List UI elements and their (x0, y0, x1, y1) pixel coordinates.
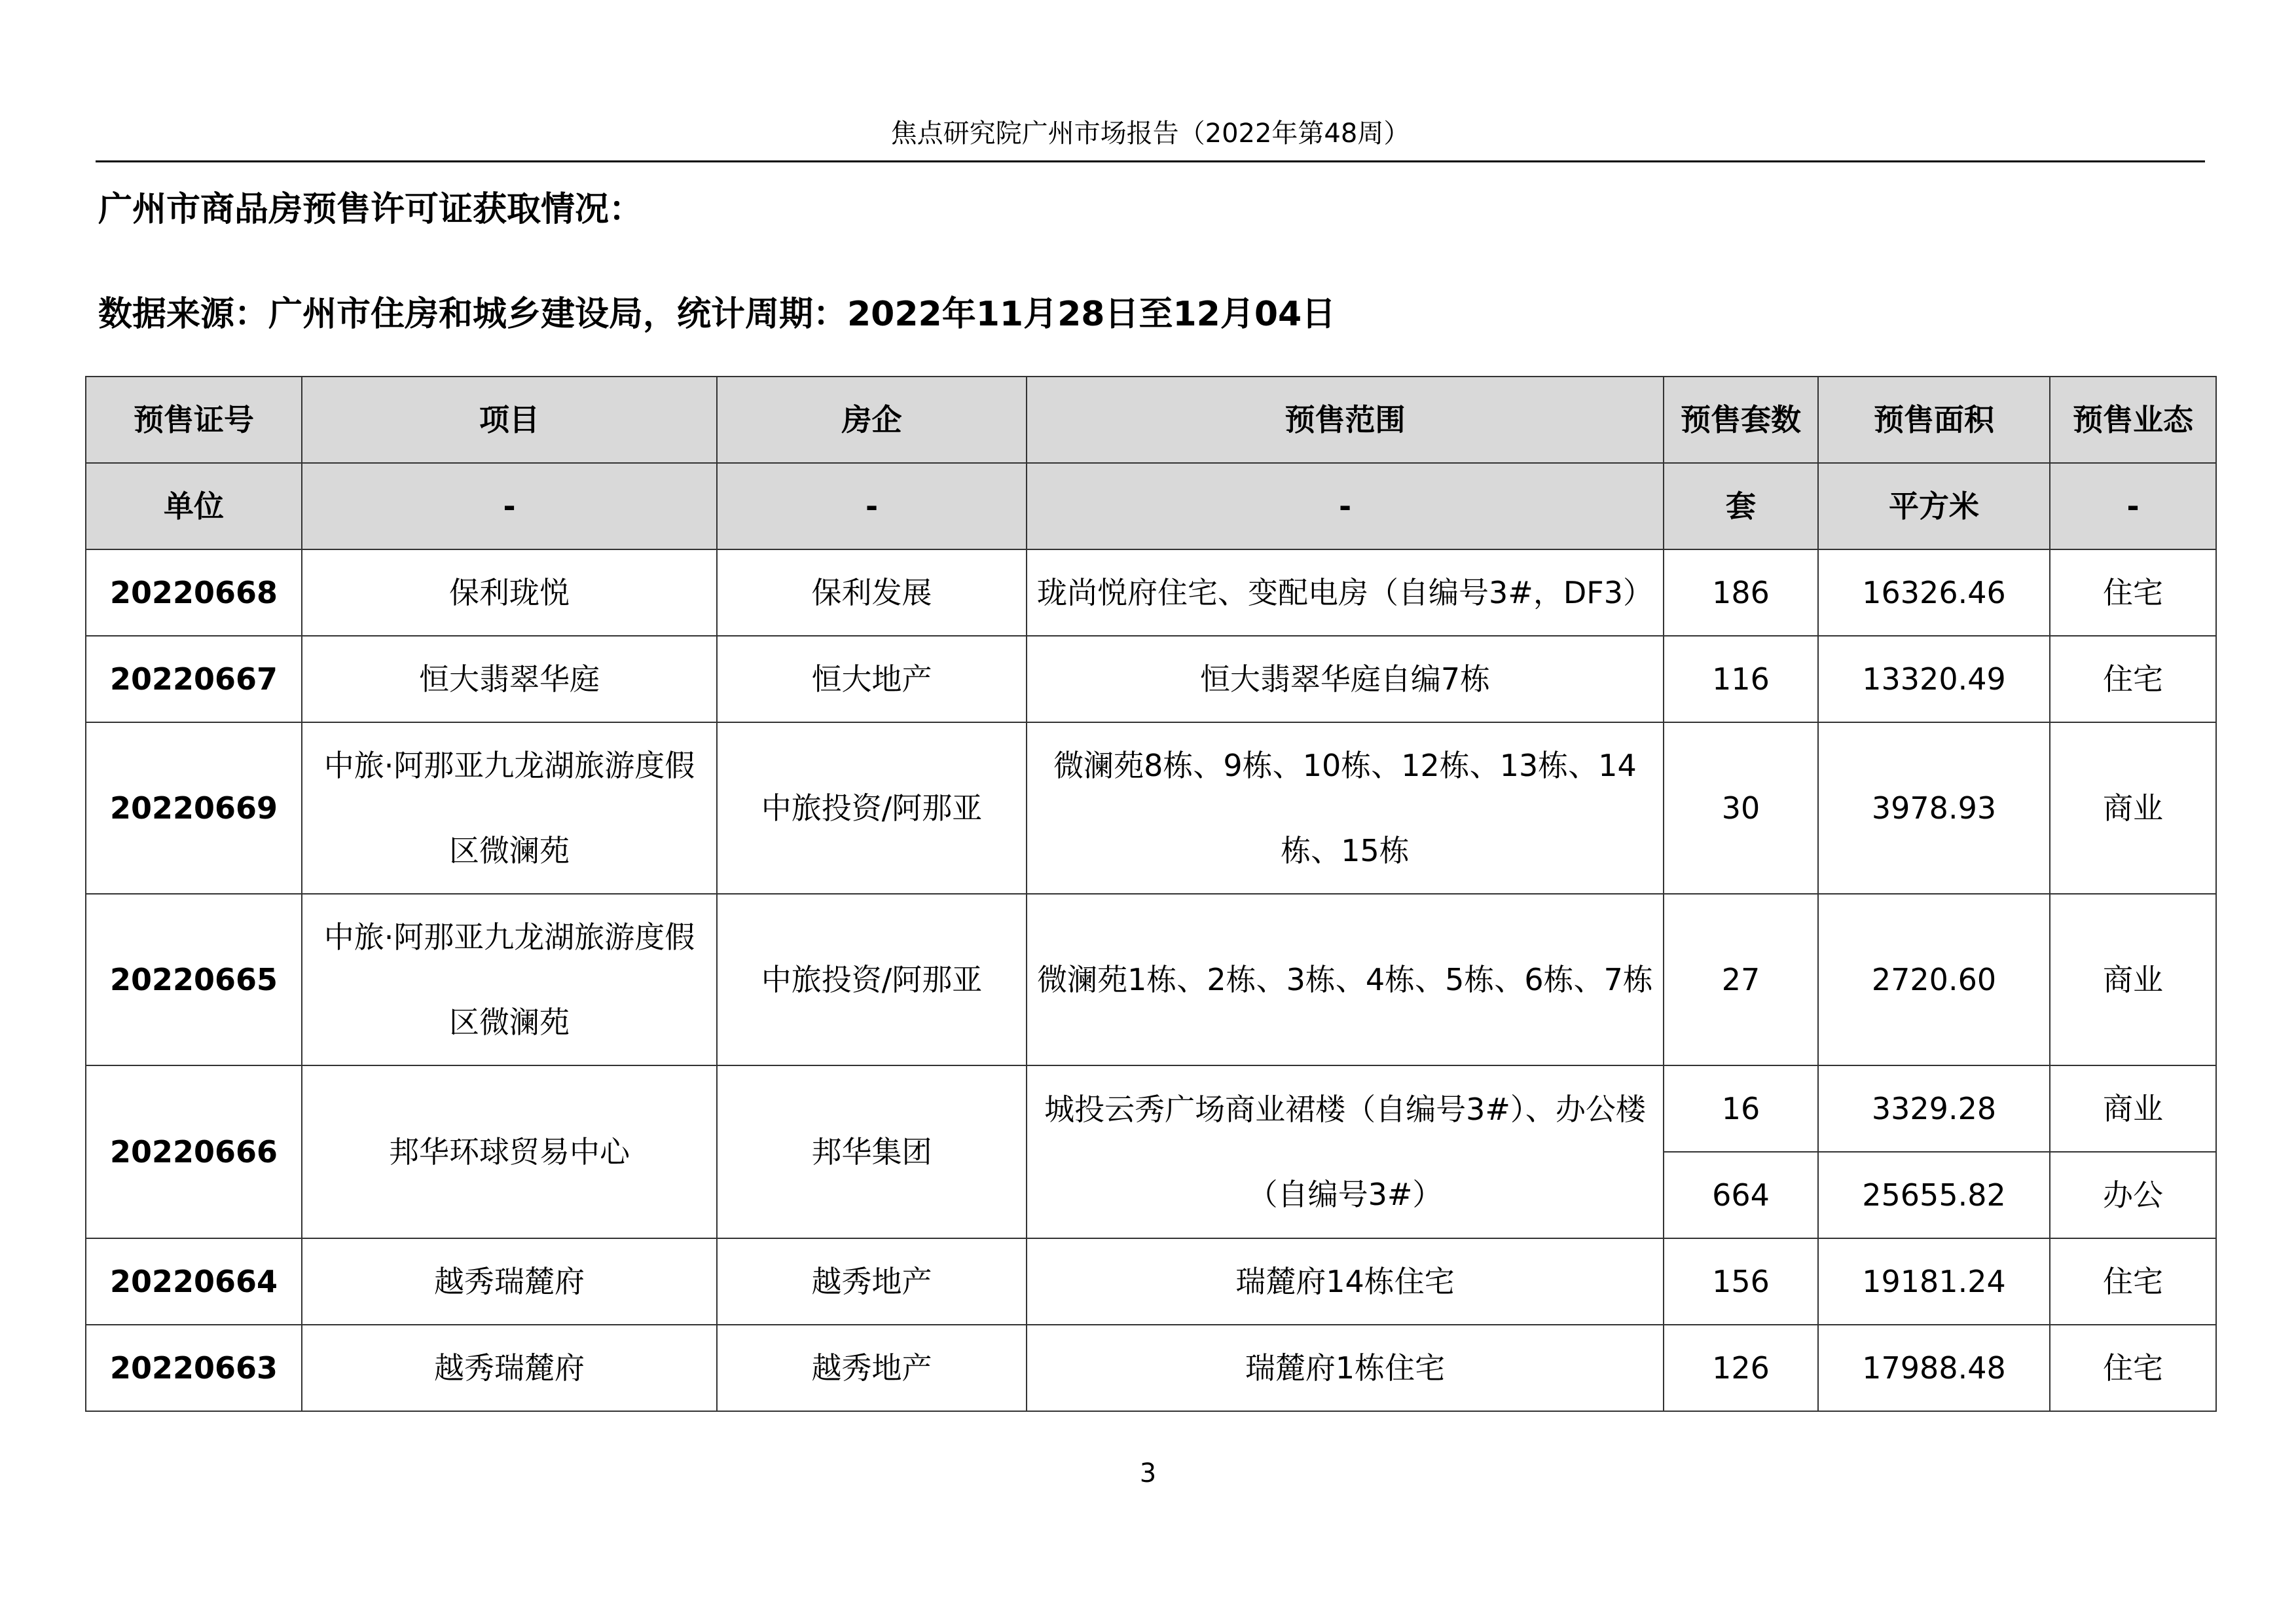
table-unit-row (86, 463, 2216, 549)
license-number: 20220667 (86, 636, 302, 722)
section-title: 广州市商品房预售许可证获取情况： (98, 190, 644, 229)
unit-count: 664 (1664, 1152, 1818, 1238)
presale-scope: 城投云秀广场商业裙楼（自编号3#）、办公楼（自编号3#） (1027, 1065, 1664, 1238)
floor-area: 3978.93 (1818, 722, 2050, 894)
floor-area: 16326.46 (1818, 549, 2050, 636)
presale-scope: 珑尚悦府住宅、变配电房（自编号3#，DF3） (1027, 549, 1664, 636)
presale-permit-table (85, 376, 2217, 1412)
property-type: 住宅 (2050, 1325, 2216, 1411)
unit-count: 30 (1664, 722, 1818, 894)
developer-name: 恒大地产 (717, 636, 1027, 722)
developer-name: 中旅投资/阿那亚 (717, 722, 1027, 894)
property-type: 住宅 (2050, 636, 2216, 722)
floor-area: 3329.28 (1818, 1065, 2050, 1152)
table-row (86, 1238, 2216, 1325)
page-number: 3 (1139, 1458, 1157, 1488)
presale-scope: 瑞麓府14栋住宅 (1027, 1238, 1664, 1325)
floor-area: 13320.49 (1818, 636, 2050, 722)
unit-count: 116 (1664, 636, 1818, 722)
floor-area: 25655.82 (1818, 1152, 2050, 1238)
unit-cell: 套 (1664, 463, 1818, 549)
column-header: 预售证号 (86, 377, 302, 463)
project-name: 中旅·阿那亚九龙湖旅游度假区微澜苑 (302, 894, 717, 1065)
unit-cell: 平方米 (1818, 463, 2050, 549)
unit-cell: - (302, 463, 717, 549)
floor-area: 2720.60 (1818, 894, 2050, 1065)
table-row (86, 1325, 2216, 1411)
page-header: 焦点研究院广州市场报告（2022年第48周） (890, 119, 1410, 149)
floor-area: 17988.48 (1818, 1325, 2050, 1411)
table-row (86, 636, 2216, 722)
license-number: 20220664 (86, 1238, 302, 1325)
license-number: 20220666 (86, 1065, 302, 1238)
project-name: 越秀瑞麓府 (302, 1238, 717, 1325)
property-type: 住宅 (2050, 549, 2216, 636)
presale-scope: 微澜苑8栋、9栋、10栋、12栋、13栋、14栋、15栋 (1027, 722, 1664, 894)
data-source-line: 数据来源：广州市住房和城乡建设局，统计周期：2022年11月28日至12月04日 (98, 295, 1336, 334)
column-header: 预售范围 (1027, 377, 1664, 463)
property-type: 商业 (2050, 1065, 2216, 1152)
column-header: 预售套数 (1664, 377, 1818, 463)
unit-count: 186 (1664, 549, 1818, 636)
column-header: 房企 (717, 377, 1027, 463)
column-header: 预售业态 (2050, 377, 2216, 463)
header-divider (96, 160, 2205, 162)
unit-count: 27 (1664, 894, 1818, 1065)
unit-cell: 单位 (86, 463, 302, 549)
license-number: 20220665 (86, 894, 302, 1065)
column-header: 项目 (302, 377, 717, 463)
table-row (86, 722, 2216, 894)
floor-area: 19181.24 (1818, 1238, 2050, 1325)
unit-cell: - (1027, 463, 1664, 549)
unit-count: 156 (1664, 1238, 1818, 1325)
presale-scope: 微澜苑1栋、2栋、3栋、4栋、5栋、6栋、7栋 (1027, 894, 1664, 1065)
developer-name: 中旅投资/阿那亚 (717, 894, 1027, 1065)
table-row (86, 549, 2216, 636)
license-number: 20220669 (86, 722, 302, 894)
developer-name: 邦华集团 (717, 1065, 1027, 1238)
unit-cell: - (2050, 463, 2216, 549)
project-name: 越秀瑞麓府 (302, 1325, 717, 1411)
developer-name: 越秀地产 (717, 1325, 1027, 1411)
unit-count: 126 (1664, 1325, 1818, 1411)
table-header-row (86, 377, 2216, 463)
project-name: 邦华环球贸易中心 (302, 1065, 717, 1238)
property-type: 住宅 (2050, 1238, 2216, 1325)
property-type: 办公 (2050, 1152, 2216, 1238)
property-type: 商业 (2050, 722, 2216, 894)
column-header: 预售面积 (1818, 377, 2050, 463)
unit-cell: - (717, 463, 1027, 549)
developer-name: 保利发展 (717, 549, 1027, 636)
unit-count: 16 (1664, 1065, 1818, 1152)
project-name: 恒大翡翠华庭 (302, 636, 717, 722)
project-name: 保利珑悦 (302, 549, 717, 636)
property-type: 商业 (2050, 894, 2216, 1065)
presale-scope: 瑞麓府1栋住宅 (1027, 1325, 1664, 1411)
table-row (86, 894, 2216, 1065)
developer-name: 越秀地产 (717, 1238, 1027, 1325)
presale-scope: 恒大翡翠华庭自编7栋 (1027, 636, 1664, 722)
table-row (86, 1065, 2216, 1152)
project-name: 中旅·阿那亚九龙湖旅游度假区微澜苑 (302, 722, 717, 894)
license-number: 20220663 (86, 1325, 302, 1411)
license-number: 20220668 (86, 549, 302, 636)
